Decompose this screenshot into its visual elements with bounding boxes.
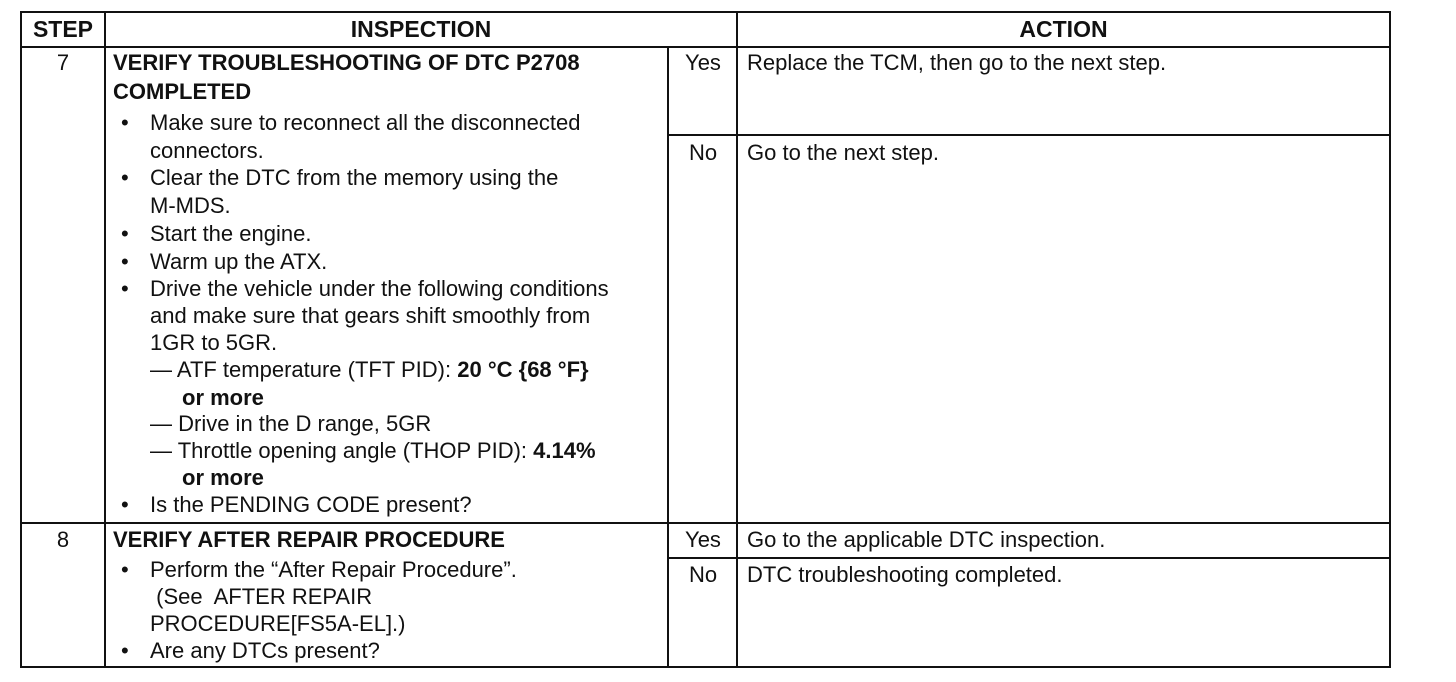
row7-line: and make sure that gears shift smoothly from [150,303,591,328]
row7-line: connectors. [150,138,264,163]
row8-line: (See AFTER REPAIR [150,584,373,609]
row7-line: Warm up the ATX. [150,249,328,274]
row7-yes-label: Yes [685,50,721,75]
row8-line: PROCEDURE[FS5A-EL].) [150,611,406,636]
row7-line: Make sure to reconnect all the disconnected [150,110,581,135]
row8-line: Perform the “After Repair Procedure”. [150,557,517,582]
row7-line: Start the engine. [150,221,312,246]
row7-no-label: No [688,140,718,165]
troubleshooting-table [20,11,1391,668]
condition-drive-range: — Drive in the D range, 5GR [150,411,432,436]
condition-text: — ATF temperature (TFT PID): [150,357,458,382]
header-inspection: INSPECTION [350,16,492,42]
bullet: • [121,221,129,246]
row8-title: VERIFY AFTER REPAIR PROCEDURE [113,527,505,552]
bullet: • [121,110,129,135]
step-number-7: 7 [56,50,70,75]
row8-no-label: No [688,562,718,587]
condition-throttle-angle [150,437,596,465]
row8-yes-action: Go to the applicable DTC inspection. [747,527,1106,552]
condition-atf-temperature [150,356,589,384]
condition-text: — Throttle opening angle (THOP PID): [150,438,534,463]
row7-title-line2: COMPLETED [113,79,252,104]
column-divider-step [104,13,106,666]
row7-yes-no-divider [667,134,1389,136]
condition-value: 20 °C {68 °F} [457,357,589,382]
row7-question: Is the PENDING CODE present? [150,492,472,517]
condition-value: 4.14% [533,438,596,463]
bullet: • [121,165,129,190]
condition-value-suffix: or more [182,385,264,410]
header-step: STEP [32,16,94,42]
step-number-8: 8 [56,527,70,552]
bullet: • [121,276,129,301]
row7-title-line1: VERIFY TROUBLESHOOTING OF DTC P2708 [113,50,580,75]
row8-yes-label: Yes [685,527,721,552]
row8-question: Are any DTCs present? [150,638,380,663]
row7-yes-action: Replace the TCM, then go to the next step. [747,50,1167,75]
bullet: • [121,492,129,517]
bullet: • [121,638,129,663]
row7-no-action: Go to the next step. [747,140,940,165]
row8-no-action: DTC troubleshooting completed. [747,562,1063,587]
row-divider [22,522,1389,524]
bullet: • [121,249,129,274]
row7-line: Clear the DTC from the memory using the [150,165,559,190]
row7-line: 1GR to 5GR. [150,330,278,355]
header-divider [22,46,1389,48]
condition-value-suffix: or more [182,465,264,490]
row8-yes-no-divider [667,557,1389,559]
row7-line: M-MDS. [150,193,231,218]
header-action: ACTION [1019,16,1108,42]
bullet: • [121,557,129,582]
row7-line: Drive the vehicle under the following conditions [150,276,609,301]
